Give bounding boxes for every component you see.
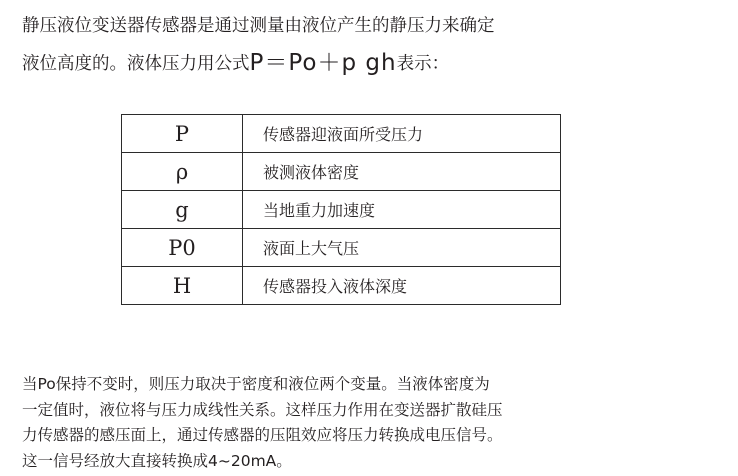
symbol-cell: g — [122, 191, 243, 229]
description-cell: 传感器投入液体深度 — [243, 267, 561, 305]
pressure-formula: P＝Po＋p gh — [249, 50, 397, 76]
intro-line-1: 静压液位变送器传感器是通过测量由液位产生的静压力来确定 — [22, 16, 495, 36]
symbol-cell: ρ — [122, 153, 243, 191]
body-line-4: 这一信号经放大直接转换成4~20mA。 — [22, 451, 292, 470]
table-row — [122, 115, 561, 153]
body-line-3: 力传感器的感压面上，通过传感器的压阻效应将压力转换成电压信号。 — [22, 426, 503, 444]
table-row — [122, 229, 561, 267]
description-cell: 液面上大气压 — [243, 229, 561, 267]
description-cell: 当地重力加速度 — [243, 191, 561, 229]
intro-paragraph — [22, 8, 722, 83]
symbol-cell: P — [122, 115, 243, 153]
description-cell: 传感器迎液面所受压力 — [243, 115, 561, 153]
body-line-1: 当Po保持不变时，则压力取决于密度和液位两个变量。当液体密度为 — [22, 375, 490, 393]
description-cell: 被测液体密度 — [243, 153, 561, 191]
legend-table — [121, 114, 561, 305]
symbol-cell: P0 — [122, 229, 243, 267]
symbol-cell: H — [122, 267, 243, 305]
body-paragraph — [22, 372, 722, 474]
table-row — [122, 267, 561, 305]
intro-line-2-suffix: 表示： — [396, 54, 450, 74]
table-row — [122, 153, 561, 191]
body-line-2: 一定值时，液位将与压力成线性关系。这样压力作用在变送器扩散硅压 — [22, 400, 503, 419]
intro-line-2 — [22, 45, 722, 83]
intro-line-2-prefix: 液位高度的。液体压力用公式 — [22, 54, 250, 74]
table-row — [122, 191, 561, 229]
